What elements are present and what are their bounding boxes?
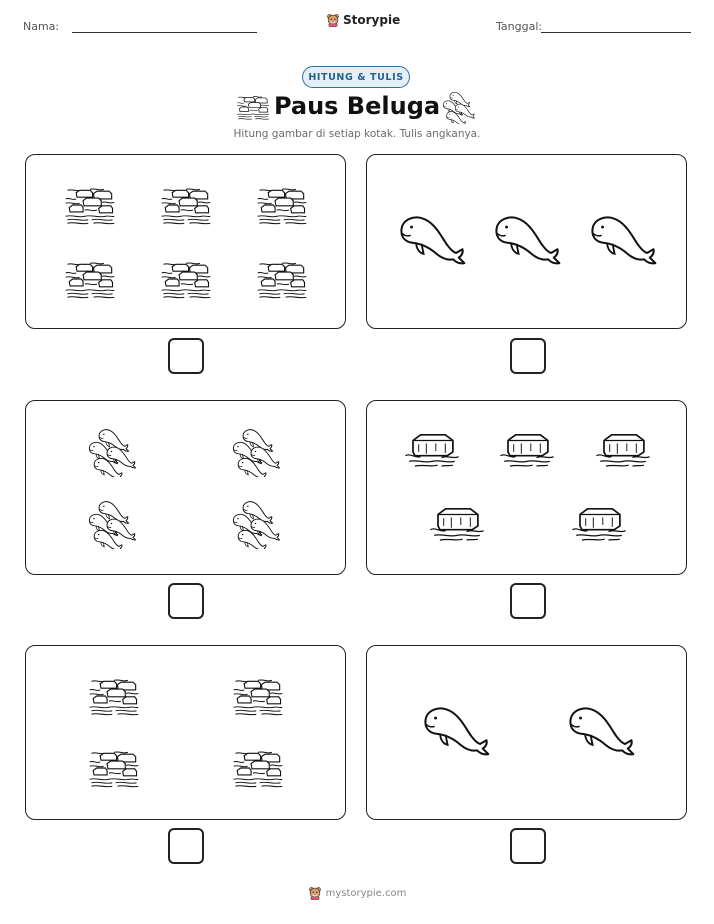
instructions: Hitung gambar di setiap kotak. Tulis angkanya. (233, 128, 481, 140)
ice-block-icon (428, 505, 486, 543)
beluga-pod-icon (230, 495, 286, 549)
footer (0, 886, 714, 900)
ice-floe-water-icon (160, 185, 212, 225)
name-field[interactable] (72, 32, 257, 33)
ice-block-icon (570, 505, 628, 543)
date-field[interactable] (541, 32, 691, 33)
count-panel-2 (366, 154, 687, 329)
beluga-whale-icon (489, 211, 563, 269)
page-title: Paus Beluga (273, 92, 441, 120)
ice-block-icon (498, 431, 556, 469)
ice-floe-water-icon (88, 676, 140, 716)
brand-name: Storypie (343, 13, 401, 27)
brand-logo (326, 13, 400, 27)
answer-box-6[interactable] (510, 828, 546, 864)
ice-floe-water-icon (232, 748, 284, 788)
date-label: Tanggal: (496, 20, 543, 33)
ice-floe-water-icon (88, 748, 140, 788)
beluga-whale-icon (585, 211, 659, 269)
answer-box-3[interactable] (168, 583, 204, 619)
beluga-pod-icon (230, 423, 286, 477)
footer-url[interactable]: mystorypie.com (325, 887, 407, 899)
ice-floe-water-icon (256, 259, 308, 299)
beluga-pod-icon (86, 495, 142, 549)
beluga-whale-icon (418, 702, 492, 760)
ice-floe-water-icon (232, 676, 284, 716)
ice-block-icon (403, 431, 461, 469)
answer-box-2[interactable] (510, 338, 546, 374)
ice-floe-water-icon (64, 259, 116, 299)
activity-badge: HITUNG & TULIS (302, 66, 410, 88)
answer-box-4[interactable] (510, 583, 546, 619)
count-panel-6 (366, 645, 687, 820)
answer-box-5[interactable] (168, 828, 204, 864)
beluga-whale-icon (394, 211, 468, 269)
beluga-whale-icon (563, 702, 637, 760)
beluga-pod-icon (86, 423, 142, 477)
name-label: Nama: (23, 20, 60, 33)
ice-floe-water-icon (64, 185, 116, 225)
count-panel-5 (25, 645, 346, 820)
count-panel-3 (25, 400, 346, 575)
count-panel-4 (366, 400, 687, 575)
count-panel-1 (25, 154, 346, 329)
ice-floe-water-icon (160, 259, 212, 299)
ice-floe-water-icon (236, 93, 270, 121)
bear-mascot-icon (308, 886, 322, 900)
beluga-pod-icon (441, 88, 479, 124)
ice-floe-water-icon (256, 185, 308, 225)
ice-block-icon (594, 431, 652, 469)
bear-mascot-icon (326, 13, 340, 27)
answer-box-1[interactable] (168, 338, 204, 374)
